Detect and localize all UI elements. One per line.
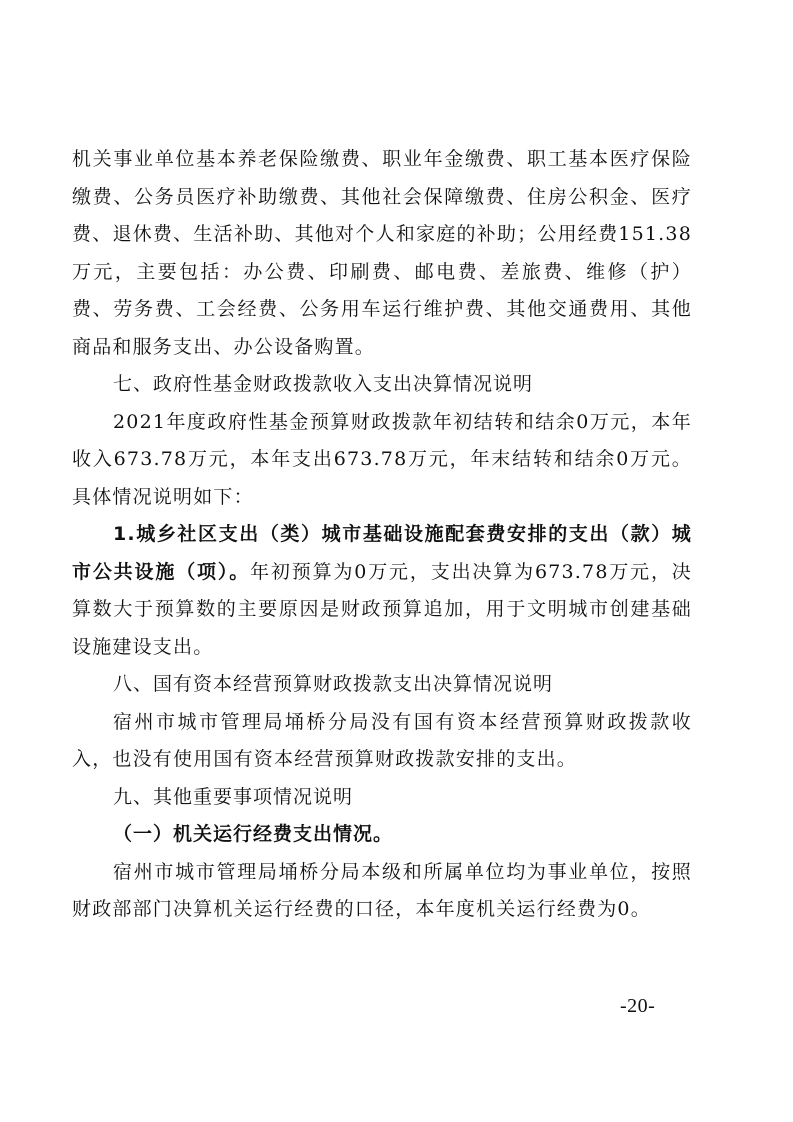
paragraph-state-capital-budget: 宿州市城市管理局埇桥分局没有国有资本经营预算财政拨款收入，也没有使用国有资本经营预算财政拨款安排的支出。 xyxy=(72,710,692,770)
section-heading-7: 七、政府性基金财政拨款收入支出决算情况说明 xyxy=(113,373,534,395)
section-heading-8: 八、国有资本经营预算财政拨款支出决算情况说明 xyxy=(113,673,554,695)
paragraph-urban-community-expense-text: 年初预算为0万元，支出决算为673.78万元，决算数大于预算数的主要原因是财政预算追加，用于文明城市创建基础设施建设支出。 xyxy=(72,560,692,658)
paragraph-personnel-and-public-expenses: 机关事业单位基本养老保险缴费、职业年金缴费、职工基本医疗保险缴费、公务员医疗补助缴费、其他社会保障缴费、住房公积金、医疗费、退休费、生活补助、其他对个人和家庭的补助；公用经费151.38万元，主要包括：办公费、印刷费、邮电费、差旅费、维修（护）费、劳务费、工会经费、公务用车运行维护费、其他交通费用、其他商品和服务支出、办公设备购置。 xyxy=(72,148,692,358)
section-heading-9: 九、其他重要事项情况说明 xyxy=(113,785,354,808)
paragraph-operating-expenses: 宿州市城市管理局埇桥分局本级和所属单位均为事业单位，按照财政部部门决算机关运行经费的口径，本年度机关运行经费为0。 xyxy=(72,860,692,920)
subsection-heading-9-1: （一）机关运行经费支出情况。 xyxy=(113,823,394,845)
page-number: -20- xyxy=(620,995,656,1017)
paragraph-urban-community-expense-title: 1.城乡社区支出（类）城市基础设施配套费安排的支出（款）城市公共设施（项）。 xyxy=(72,523,692,583)
paragraph-urban-community-expense xyxy=(72,516,692,666)
paragraph-government-fund-summary: 2021年度政府性基金预算财政拨款年初结转和结余0万元，本年收入673.78万元，本年支出673.78万元，年末结转和结余0万元。具体情况说明如下： xyxy=(72,410,692,508)
document-body xyxy=(72,141,692,929)
